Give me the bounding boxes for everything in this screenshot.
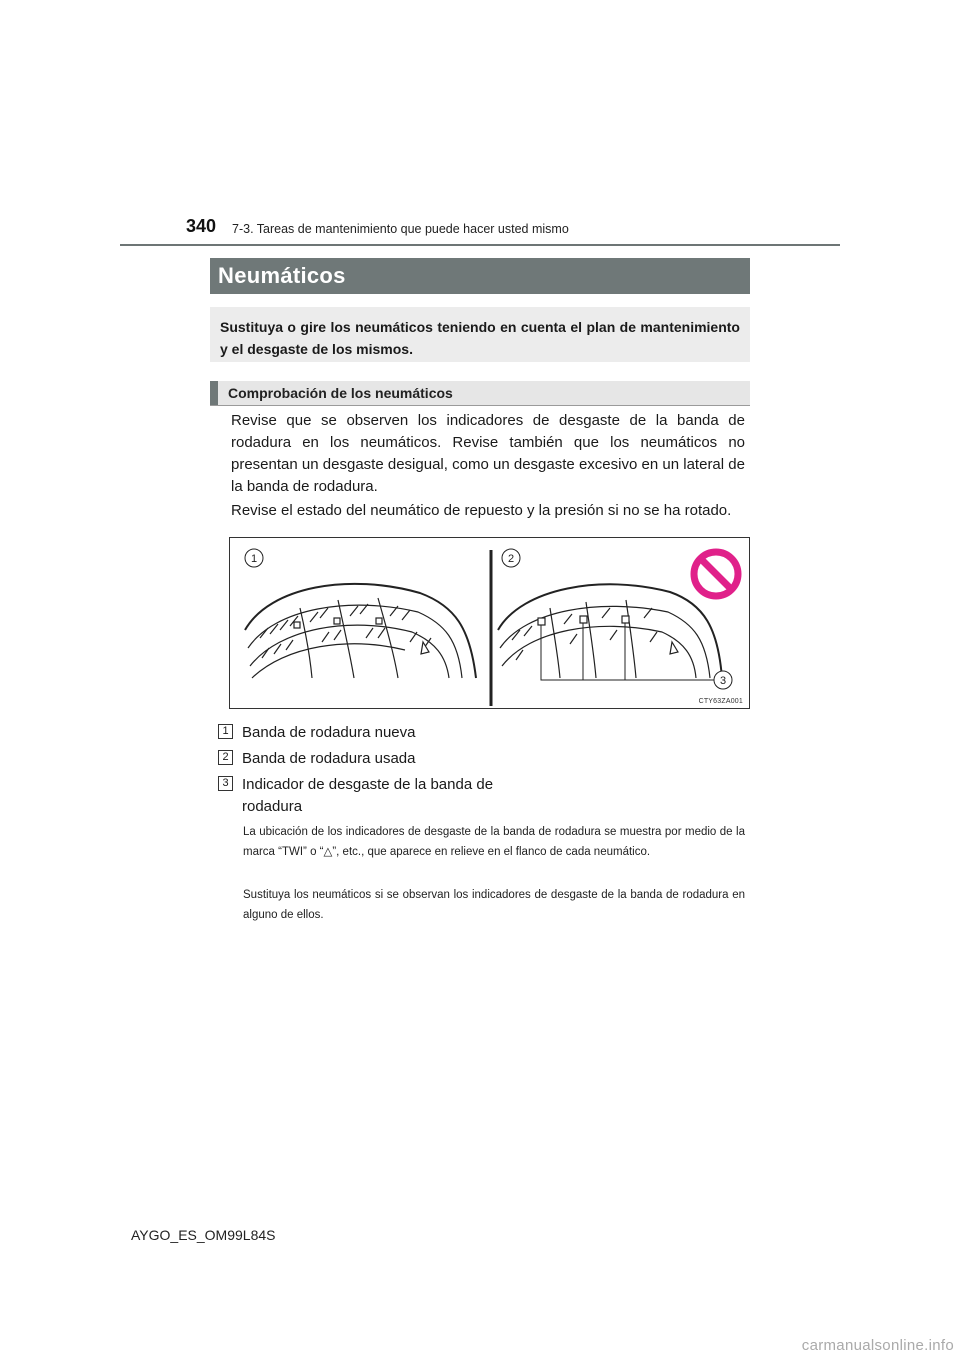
new-tread-tire: [245, 584, 476, 678]
prohibited-icon: [694, 552, 738, 596]
note-paragraph: La ubicación de los indicadores de desgaste de la banda de rodadura se muestra por medio de la marca “TWI” o “△”, etc., que aparece en relieve en el flanco de cada neumático.: [243, 826, 745, 858]
legend-number: 3: [218, 776, 233, 791]
watermark: carmanualsonline.info: [801, 1337, 954, 1354]
page-number: 340: [186, 216, 217, 236]
subsection-rule: [210, 405, 750, 406]
legend-number: 1: [218, 724, 233, 739]
note-paragraph: Sustituya los neumáticos si se observan los indicadores de desgaste de la banda de rodadura en alguno de ellos.: [243, 889, 745, 921]
section-title: Neumáticos: [210, 258, 750, 294]
legend-text: Banda de rodadura usada: [242, 750, 416, 767]
footer-code: AYGO_ES_OM99L84S: [131, 1227, 276, 1243]
body-paragraph: Revise el estado del neumático de repuesto y la presión si no se ha rotado.: [231, 502, 732, 519]
legend-number: 2: [218, 750, 233, 765]
intro-text: Sustituya o gire los neumáticos teniendo en cuenta el plan de mantenimiento y el desgaste de los mismos.: [220, 319, 740, 357]
header-rule: [120, 244, 840, 246]
tire-tread-figure: [229, 537, 750, 709]
callout-3-label: 3: [719, 675, 727, 687]
subsection-title: Comprobación de los neumáticos: [210, 381, 750, 406]
callout-1-label: 1: [250, 553, 258, 565]
body-paragraph: Revise que se observen los indicadores de desgaste de la banda de rodadura en los neumáticos. Revise también que los neumáticos no presentan un desgaste desigual, como un desgaste excesivo en un lateral de la banda de rodadura.: [231, 412, 745, 495]
chapter-title: 7-3. Tareas de mantenimiento que puede hacer usted mismo: [232, 222, 569, 236]
tire-illustration: [230, 538, 751, 710]
legend-text: Banda de rodadura nueva: [242, 724, 416, 741]
callout-2-label: 2: [507, 553, 515, 565]
worn-tread-tire: [498, 584, 722, 680]
intro-box: [210, 307, 750, 362]
figure-code: CTY63ZA001: [698, 698, 743, 705]
legend-text: Indicador de desgaste de la banda de rodadura: [242, 776, 494, 815]
